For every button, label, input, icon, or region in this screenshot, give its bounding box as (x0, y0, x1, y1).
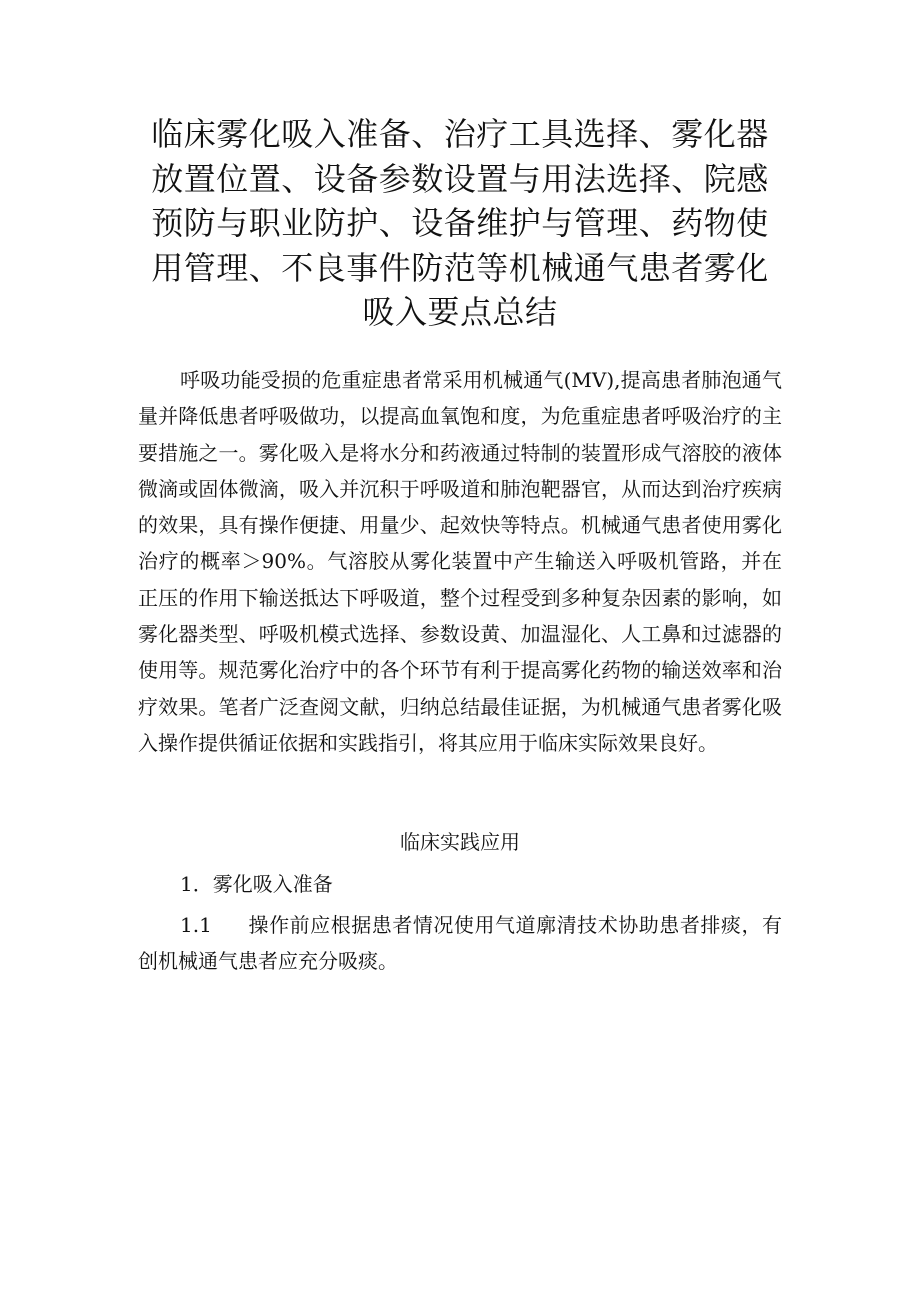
section-heading: 临床实践应用 (400, 830, 520, 854)
item-number: 1.1 (180, 913, 212, 937)
item-text: 操作前应根据患者情况使用气道廓清技术协助患者排痰，有创机械通气患者应充分吸痰。 (138, 913, 782, 974)
intro-paragraph: 呼吸功能受损的危重症患者常采用机械通气(MV),提高患者肺泡通气量并降低患者呼吸做功，以提高血氧饱和度，为危重症患者呼吸治疗的主要措施之一。雾化吸入是将水分和药液通过特制的装置形成气溶胶的液体微滴或固体微滴，吸入并沉积于呼吸道和肺泡靶器官，从而达到治疗疾病的效果，具有操作便捷、用量少、起效快等特点。机械通气患者使用雾化治疗的概率＞90%。气溶胶从雾化装置中产生输送入呼吸机管路，并在正压的作用下输送抵达下呼吸道，整个过程受到多种复杂因素的影响，如雾化器类型、呼吸机模式选择、参数设黄、加温湿化、人工鼻和过滤器的使用等。规范雾化治疗中的各个环节有利于提高雾化药物的输送效率和治疗效果。笔者广泛查阅文献，归纳总结最佳证据，为机械通气患者雾化吸入操作提供循证依据和实践指引，将其应用于临床实际效果良好。 (138, 368, 782, 755)
subheading: 1．雾化吸入准备 (180, 872, 333, 896)
list-item (138, 907, 782, 980)
document-title: 临床雾化吸入准备、治疗工具选择、雾化器放置位置、设备参数设置与用法选择、院感预防与职业防护、设备维护与管理、药物使用管理、不良事件防范等机械通气患者雾化吸入要点总结 (151, 115, 769, 331)
